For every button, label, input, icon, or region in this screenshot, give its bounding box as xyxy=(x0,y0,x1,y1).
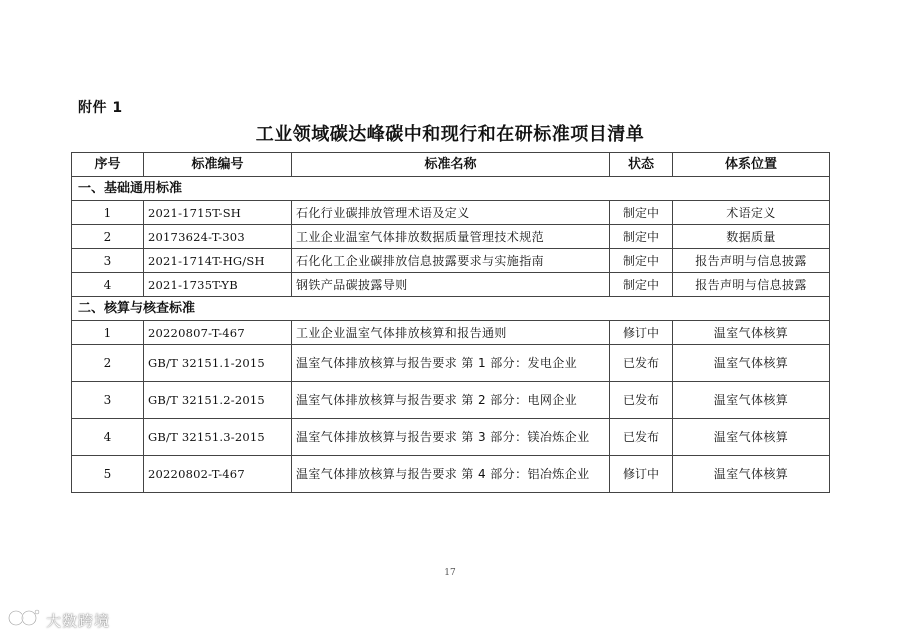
cell-name: 温室气体排放核算与报告要求 第 4 部分：铝冶炼企业 xyxy=(292,456,610,493)
cell-status: 制定中 xyxy=(610,225,673,249)
table-header-row xyxy=(72,153,830,177)
header-code: 标准编号 xyxy=(144,153,292,177)
table-row xyxy=(72,419,830,456)
cell-code: GB/T 32151.1-2015 xyxy=(144,345,292,382)
cell-status: 制定中 xyxy=(610,273,673,297)
cell-code: 2021-1714T-HG/SH xyxy=(144,249,292,273)
watermark xyxy=(8,607,110,633)
header-name: 标准名称 xyxy=(292,153,610,177)
cell-position: 报告声明与信息披露 xyxy=(673,249,830,273)
cell-name: 工业企业温室气体排放数据质量管理技术规范 xyxy=(292,225,610,249)
table-row xyxy=(72,225,830,249)
cell-no: 2 xyxy=(72,345,144,382)
cell-no: 3 xyxy=(72,382,144,419)
watermark-text: 大数跨境 xyxy=(46,611,111,630)
cell-no: 5 xyxy=(72,456,144,493)
cell-no: 4 xyxy=(72,273,144,297)
cell-name: 钢铁产品碳披露导则 xyxy=(292,273,610,297)
cell-position: 温室气体核算 xyxy=(673,345,830,382)
header-no: 序号 xyxy=(72,153,144,177)
standards-table xyxy=(71,152,830,493)
cell-code: 20220807-T-467 xyxy=(144,321,292,345)
table-row xyxy=(72,201,830,225)
cell-code: GB/T 32151.3-2015 xyxy=(144,419,292,456)
cell-position: 温室气体核算 xyxy=(673,456,830,493)
cell-code: 20220802-T-467 xyxy=(144,456,292,493)
table-row xyxy=(72,456,830,493)
section-row xyxy=(72,177,830,201)
cell-no: 2 xyxy=(72,225,144,249)
cell-no: 1 xyxy=(72,201,144,225)
cell-name: 石化行业碳排放管理术语及定义 xyxy=(292,201,610,225)
cell-status: 修订中 xyxy=(610,456,673,493)
cell-no: 4 xyxy=(72,419,144,456)
cell-position: 温室气体核算 xyxy=(673,419,830,456)
cell-position: 温室气体核算 xyxy=(673,321,830,345)
section-title: 一、基础通用标准 xyxy=(72,177,830,201)
cell-name: 石化化工企业碳排放信息披露要求与实施指南 xyxy=(292,249,610,273)
cell-status: 已发布 xyxy=(610,419,673,456)
cell-name: 温室气体排放核算与报告要求 第 2 部分：电网企业 xyxy=(292,382,610,419)
cell-position: 术语定义 xyxy=(673,201,830,225)
watermark-logo-icon xyxy=(8,607,42,633)
cell-position: 报告声明与信息披露 xyxy=(673,273,830,297)
table-row xyxy=(72,382,830,419)
table-row xyxy=(72,321,830,345)
cell-code: 2021-1715T-SH xyxy=(144,201,292,225)
header-position: 体系位置 xyxy=(673,153,830,177)
cell-name: 温室气体排放核算与报告要求 第 1 部分：发电企业 xyxy=(292,345,610,382)
section-title: 二、核算与核查标准 xyxy=(72,297,830,321)
cell-position: 温室气体核算 xyxy=(673,382,830,419)
table-row xyxy=(72,249,830,273)
document-title: 工业领域碳达峰碳中和现行和在研标准项目清单 xyxy=(255,124,645,145)
cell-code: 20173624-T-303 xyxy=(144,225,292,249)
cell-no: 1 xyxy=(72,321,144,345)
cell-status: 修订中 xyxy=(610,321,673,345)
cell-no: 3 xyxy=(72,249,144,273)
table-row xyxy=(72,345,830,382)
attachment-label: 附件 1 xyxy=(78,100,123,116)
cell-status: 制定中 xyxy=(610,201,673,225)
cell-code: 2021-1735T-YB xyxy=(144,273,292,297)
cell-position: 数据质量 xyxy=(673,225,830,249)
cell-name: 温室气体排放核算与报告要求 第 3 部分：镁冶炼企业 xyxy=(292,419,610,456)
table-row xyxy=(72,273,830,297)
cell-status: 已发布 xyxy=(610,345,673,382)
cell-status: 制定中 xyxy=(610,249,673,273)
cell-status: 已发布 xyxy=(610,382,673,419)
header-status: 状态 xyxy=(610,153,673,177)
section-row xyxy=(72,297,830,321)
cell-code: GB/T 32151.2-2015 xyxy=(144,382,292,419)
cell-name: 工业企业温室气体排放核算和报告通则 xyxy=(292,321,610,345)
page-number: 17 xyxy=(444,568,456,578)
